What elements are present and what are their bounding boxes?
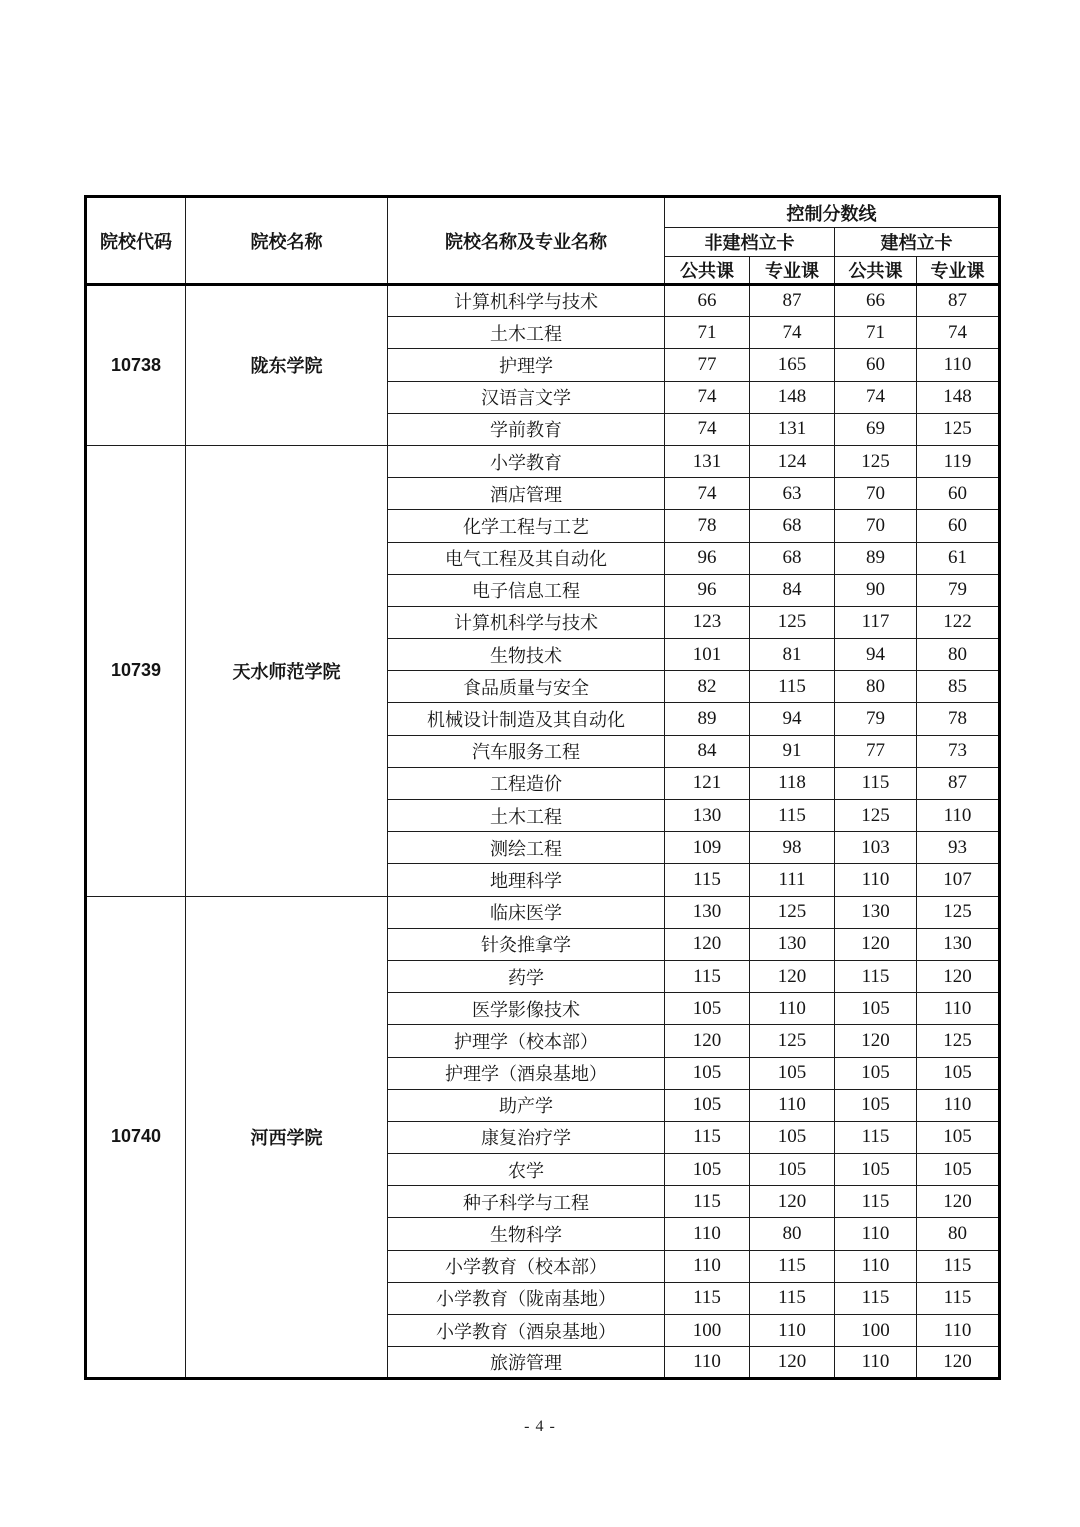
score-value: 70: [835, 510, 917, 542]
score-value: 105: [665, 993, 750, 1025]
score-value: 77: [665, 349, 750, 381]
score-value: 105: [665, 1089, 750, 1121]
major-name: 种子科学与工程: [388, 1186, 665, 1218]
score-value: 110: [665, 1347, 750, 1379]
score-value: 110: [917, 1315, 1000, 1347]
score-value: 85: [917, 671, 1000, 703]
score-value: 115: [750, 800, 835, 832]
score-value: 98: [750, 832, 835, 864]
score-value: 110: [917, 993, 1000, 1025]
score-value: 125: [917, 1025, 1000, 1057]
school-name: 陇东学院: [186, 285, 388, 446]
score-value: 130: [665, 896, 750, 928]
major-name: 护理学（酒泉基地）: [388, 1057, 665, 1089]
header-major-name: 院校名称及专业名称: [388, 197, 665, 285]
score-value: 125: [835, 800, 917, 832]
score-value: 131: [665, 445, 750, 477]
major-name: 计算机科学与技术: [388, 285, 665, 317]
table-row: [86, 445, 1000, 477]
score-value: 79: [835, 703, 917, 735]
school-code: 10740: [86, 896, 186, 1379]
score-value: 74: [835, 381, 917, 413]
score-value: 115: [665, 864, 750, 896]
major-name: 化学工程与工艺: [388, 510, 665, 542]
score-value: 130: [917, 928, 1000, 960]
score-value: 68: [750, 542, 835, 574]
score-value: 110: [835, 1218, 917, 1250]
score-value: 74: [750, 317, 835, 349]
score-value: 80: [750, 1218, 835, 1250]
score-value: 84: [750, 574, 835, 606]
score-value: 110: [835, 864, 917, 896]
major-name: 酒店管理: [388, 478, 665, 510]
score-value: 61: [917, 542, 1000, 574]
major-name: 生物技术: [388, 639, 665, 671]
score-value: 120: [917, 960, 1000, 992]
score-value: 107: [917, 864, 1000, 896]
major-name: 学前教育: [388, 413, 665, 445]
score-value: 123: [665, 606, 750, 638]
score-value: 120: [665, 1025, 750, 1057]
score-value: 94: [750, 703, 835, 735]
score-value: 79: [917, 574, 1000, 606]
score-value: 120: [835, 928, 917, 960]
header-non-registered-card: 非建档立卡: [665, 228, 835, 257]
score-value: 120: [917, 1347, 1000, 1379]
score-value: 110: [835, 1250, 917, 1282]
school-name: 天水师范学院: [186, 445, 388, 896]
header-major-course: 专业课: [917, 257, 1000, 285]
score-value: 66: [665, 285, 750, 317]
score-value: 110: [750, 1089, 835, 1121]
header-major-course: 专业课: [750, 257, 835, 285]
major-name: 土木工程: [388, 800, 665, 832]
major-name: 农学: [388, 1154, 665, 1186]
score-value: 94: [835, 639, 917, 671]
major-name: 计算机科学与技术: [388, 606, 665, 638]
score-value: 74: [665, 478, 750, 510]
score-value: 105: [665, 1154, 750, 1186]
header-school-name: 院校名称: [186, 197, 388, 285]
score-value: 110: [835, 1347, 917, 1379]
score-value: 105: [835, 993, 917, 1025]
score-value: 115: [665, 1282, 750, 1314]
admission-score-table: [84, 195, 1001, 1380]
major-name: 康复治疗学: [388, 1121, 665, 1153]
score-value: 120: [917, 1186, 1000, 1218]
score-value: 105: [750, 1057, 835, 1089]
major-name: 地理科学: [388, 864, 665, 896]
score-value: 118: [750, 767, 835, 799]
score-value: 74: [665, 413, 750, 445]
table-row: [86, 285, 1000, 317]
score-value: 125: [917, 413, 1000, 445]
school-code: 10738: [86, 285, 186, 446]
score-value: 110: [750, 1315, 835, 1347]
score-value: 81: [750, 639, 835, 671]
score-value: 120: [750, 1186, 835, 1218]
score-value: 73: [917, 735, 1000, 767]
score-value: 101: [665, 639, 750, 671]
score-value: 80: [835, 671, 917, 703]
major-name: 机械设计制造及其自动化: [388, 703, 665, 735]
score-value: 125: [750, 606, 835, 638]
score-value: 125: [750, 1025, 835, 1057]
score-value: 111: [750, 864, 835, 896]
score-value: 74: [917, 317, 1000, 349]
score-value: 63: [750, 478, 835, 510]
score-value: 109: [665, 832, 750, 864]
score-value: 105: [835, 1089, 917, 1121]
score-value: 165: [750, 349, 835, 381]
score-value: 115: [665, 960, 750, 992]
score-value: 60: [835, 349, 917, 381]
score-value: 60: [917, 478, 1000, 510]
score-value: 115: [665, 1121, 750, 1153]
score-value: 115: [750, 671, 835, 703]
score-value: 115: [750, 1250, 835, 1282]
score-value: 71: [835, 317, 917, 349]
score-value: 125: [835, 445, 917, 477]
score-value: 71: [665, 317, 750, 349]
score-value: 69: [835, 413, 917, 445]
major-name: 护理学: [388, 349, 665, 381]
major-name: 医学影像技术: [388, 993, 665, 1025]
school-name: 河西学院: [186, 896, 388, 1379]
major-name: 小学教育（酒泉基地）: [388, 1315, 665, 1347]
major-name: 工程造价: [388, 767, 665, 799]
major-name: 小学教育: [388, 445, 665, 477]
table-body: [86, 285, 1000, 1379]
score-value: 110: [917, 800, 1000, 832]
score-value: 74: [665, 381, 750, 413]
score-value: 115: [835, 1186, 917, 1218]
score-value: 60: [917, 510, 1000, 542]
header-control-score-line: 控制分数线: [665, 197, 1000, 228]
major-name: 食品质量与安全: [388, 671, 665, 703]
score-value: 84: [665, 735, 750, 767]
major-name: 生物科学: [388, 1218, 665, 1250]
score-value: 115: [665, 1186, 750, 1218]
score-value: 115: [835, 767, 917, 799]
major-name: 临床医学: [388, 896, 665, 928]
score-value: 105: [665, 1057, 750, 1089]
score-value: 105: [750, 1121, 835, 1153]
score-value: 124: [750, 445, 835, 477]
score-value: 110: [665, 1250, 750, 1282]
score-value: 105: [750, 1154, 835, 1186]
score-value: 117: [835, 606, 917, 638]
header-registered-card: 建档立卡: [835, 228, 1000, 257]
major-name: 测绘工程: [388, 832, 665, 864]
major-name: 电子信息工程: [388, 574, 665, 606]
score-value: 103: [835, 832, 917, 864]
score-value: 89: [835, 542, 917, 574]
score-value: 70: [835, 478, 917, 510]
score-value: 122: [917, 606, 1000, 638]
score-value: 96: [665, 542, 750, 574]
score-value: 115: [917, 1282, 1000, 1314]
score-value: 115: [835, 1282, 917, 1314]
major-name: 小学教育（陇南基地）: [388, 1282, 665, 1314]
major-name: 汉语言文学: [388, 381, 665, 413]
score-value: 96: [665, 574, 750, 606]
score-value: 68: [750, 510, 835, 542]
score-value: 105: [835, 1057, 917, 1089]
major-name: 小学教育（校本部）: [388, 1250, 665, 1282]
score-value: 89: [665, 703, 750, 735]
score-value: 87: [917, 767, 1000, 799]
score-value: 130: [750, 928, 835, 960]
major-name: 护理学（校本部）: [388, 1025, 665, 1057]
score-value: 120: [750, 1347, 835, 1379]
score-value: 125: [750, 896, 835, 928]
score-value: 110: [917, 349, 1000, 381]
score-value: 125: [917, 896, 1000, 928]
score-value: 105: [835, 1154, 917, 1186]
score-value: 82: [665, 671, 750, 703]
major-name: 汽车服务工程: [388, 735, 665, 767]
header-public-course: 公共课: [665, 257, 750, 285]
score-value: 115: [835, 960, 917, 992]
score-value: 131: [750, 413, 835, 445]
major-name: 电气工程及其自动化: [388, 542, 665, 574]
major-name: 药学: [388, 960, 665, 992]
score-value: 115: [917, 1250, 1000, 1282]
major-name: 旅游管理: [388, 1347, 665, 1379]
score-value: 105: [917, 1121, 1000, 1153]
score-value: 121: [665, 767, 750, 799]
score-value: 100: [835, 1315, 917, 1347]
header-school-code: 院校代码: [86, 197, 186, 285]
score-value: 148: [750, 381, 835, 413]
score-value: 87: [917, 285, 1000, 317]
score-value: 130: [665, 800, 750, 832]
score-value: 120: [665, 928, 750, 960]
score-value: 66: [835, 285, 917, 317]
score-value: 119: [917, 445, 1000, 477]
score-value: 87: [750, 285, 835, 317]
table-row: [86, 896, 1000, 928]
table-header: [86, 197, 1000, 285]
score-value: 80: [917, 1218, 1000, 1250]
score-value: 78: [665, 510, 750, 542]
page-number: - 4 -: [524, 1418, 556, 1435]
score-value: 110: [917, 1089, 1000, 1121]
score-value: 130: [835, 896, 917, 928]
score-value: 90: [835, 574, 917, 606]
score-value: 80: [917, 639, 1000, 671]
major-name: 助产学: [388, 1089, 665, 1121]
score-value: 105: [917, 1154, 1000, 1186]
score-value: 100: [665, 1315, 750, 1347]
score-value: 120: [835, 1025, 917, 1057]
score-value: 105: [917, 1057, 1000, 1089]
school-code: 10739: [86, 445, 186, 896]
score-value: 115: [835, 1121, 917, 1153]
score-value: 120: [750, 960, 835, 992]
score-value: 110: [665, 1218, 750, 1250]
score-value: 93: [917, 832, 1000, 864]
major-name: 针灸推拿学: [388, 928, 665, 960]
score-value: 148: [917, 381, 1000, 413]
score-value: 78: [917, 703, 1000, 735]
major-name: 土木工程: [388, 317, 665, 349]
score-value: 115: [750, 1282, 835, 1314]
score-value: 110: [750, 993, 835, 1025]
score-value: 91: [750, 735, 835, 767]
score-value: 77: [835, 735, 917, 767]
header-public-course: 公共课: [835, 257, 917, 285]
